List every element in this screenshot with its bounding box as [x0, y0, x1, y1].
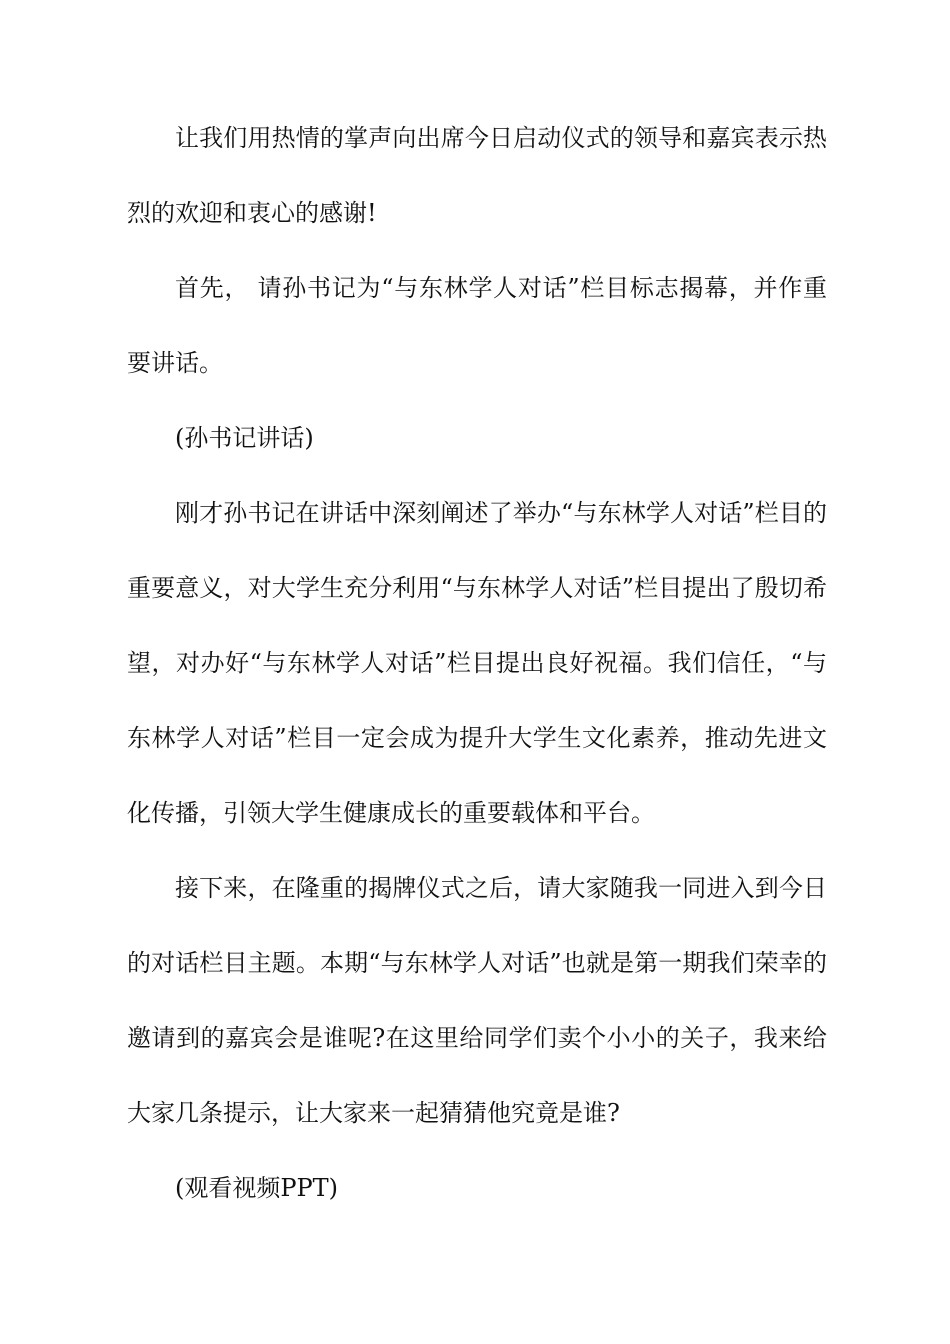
paragraph-speech-note: (孙书记讲话): [175, 424, 314, 452]
paragraph-video-note: (观看视频PPT): [175, 1174, 339, 1202]
document-body: [127, 101, 827, 1226]
paragraph-speech-summary: 刚才孙书记在讲话中深刻阐述了举办“与东林学人对话”栏目的重要意义，对大学生充分利用“与东林学人对话”栏目提出了殷切希望，对办好“与东林学人对话”栏目提出良好祝福。我们信任，“与东林学人对话”栏目一定会成为提升大学生文化素养，推动先进文化传播，引领大学生健康成长的重要载体和平台。: [127, 499, 827, 827]
paragraph-next-topic: 接下来，在隆重的揭牌仪式之后，请大家随我一同进入到今日的对话栏目主题。本期“与东林学人对话”也就是第一期我们荣幸的邀请到的嘉宾会是谁呢?在这里给同学们卖个小小的关子，我来给大家几条提示，让大家来一起猜猜他究竟是谁?: [127, 874, 827, 1127]
paragraph-welcome: 让我们用热情的掌声向出席今日启动仪式的领导和嘉宾表示热烈的欢迎和衷心的感谢!: [127, 124, 827, 227]
paragraph-unveiling: 首先， 请孙书记为“与东林学人对话”栏目标志揭幕，并作重要讲话。: [127, 274, 827, 377]
